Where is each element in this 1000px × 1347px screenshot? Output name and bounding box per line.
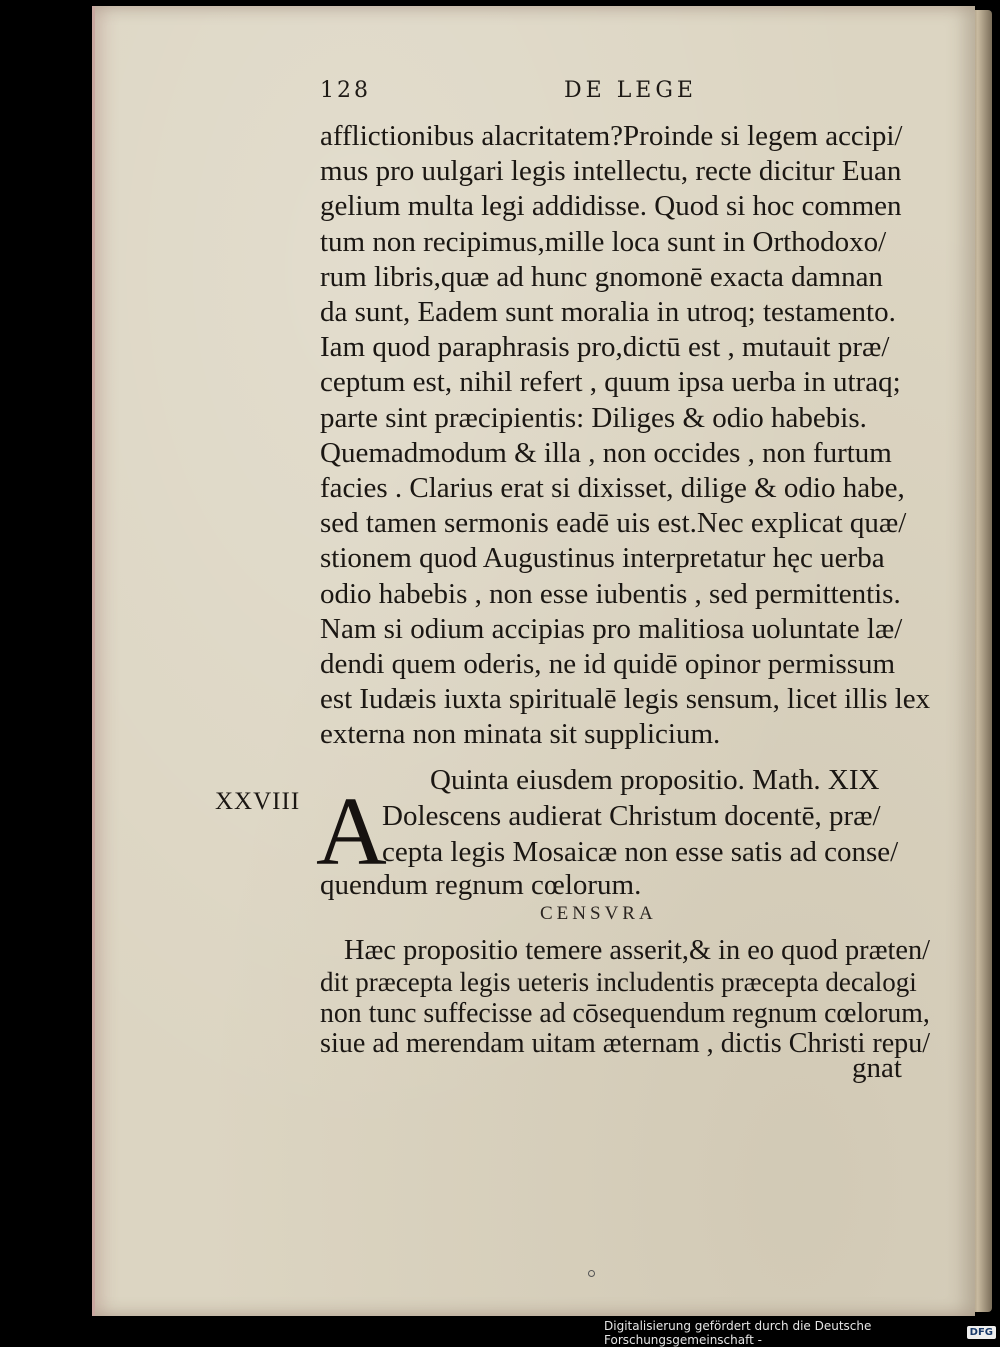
text-line: Quemadmodum & illa , non occides , non furtum bbox=[320, 436, 892, 469]
proposition-line: quendum regnum cœlorum. bbox=[320, 869, 642, 901]
proposition-heading: Quinta eiusdem propositio. Math. XIX bbox=[430, 764, 880, 796]
text-line: mus pro uulgari legis intellectu, recte dicitur Euan bbox=[320, 155, 902, 188]
proposition-line: Dolescens audierat Christum docentē, præ/ bbox=[382, 800, 881, 832]
censura-line: dit præcepta legis ueteris includentis præcepta decalogi bbox=[320, 967, 917, 997]
text-line: externa non minata sit supplicium. bbox=[320, 718, 721, 751]
proposition-line: cepta legis Mosaicæ non esse satis ad conse/ bbox=[382, 836, 899, 868]
text-line: tum non recipimus,mille loca sunt in Orthodoxo/ bbox=[320, 225, 887, 258]
footer-bar bbox=[604, 1318, 1000, 1347]
censura-line: Hæc propositio temere asserit,& in eo quod præten/ bbox=[344, 934, 931, 966]
text-line: sed tamen sermonis eadē uis est.Nec explicat quæ/ bbox=[320, 507, 907, 540]
text-line: da sunt, Eadem sunt moralia in utroq; testamento. bbox=[320, 296, 896, 328]
page-mark bbox=[588, 1270, 595, 1277]
page-number: 128 bbox=[320, 78, 371, 103]
text-line: dendi quem oderis, ne id quidē opinor permissum bbox=[320, 648, 896, 680]
running-title: DE LEGE bbox=[564, 78, 697, 103]
drop-cap: A bbox=[316, 778, 387, 886]
censura-line: non tunc suffecisse ad cōsequendum regnum cœlorum, bbox=[320, 997, 930, 1029]
text-line: odio habebis , non esse iubentis , sed permittentis. bbox=[320, 577, 901, 610]
text-line: facies . Clarius erat si dixisset, dilige & odio habe, bbox=[320, 472, 905, 504]
text-line: gelium multa legi addidisse. Quod si hoc commen bbox=[320, 190, 902, 223]
text-line: rum libris,quæ ad hunc gnomonē exacta damnan bbox=[320, 260, 883, 293]
running-head bbox=[320, 78, 940, 114]
text-line: stionem quod Augustinus interpretatur hęc uerba bbox=[320, 542, 885, 575]
censura-heading: CENSVRA bbox=[540, 903, 657, 924]
text-line: Iam quod paraphrasis pro,dictū est , mutauit præ/ bbox=[320, 331, 890, 364]
catchword: gnat bbox=[852, 1052, 902, 1084]
text-line: Nam si odium accipias pro malitiosa uoluntate læ/ bbox=[320, 612, 903, 645]
censura-line: siue ad merendam uitam æternam , dictis Christi repu/ bbox=[320, 1027, 931, 1059]
text-line: ceptum est, nihil refert , quum ipsa uerba in utraq; bbox=[320, 366, 901, 399]
text-line: afflictionibus alacritatem?Proinde si legem accipi/ bbox=[320, 120, 903, 152]
dfg-logo: DFG bbox=[967, 1326, 996, 1339]
text-line: est Iudæis iuxta spiritualē legis sensum, licet illis lex bbox=[320, 683, 931, 716]
text-line: parte sint præcipientis: Diliges & odio habebis. bbox=[320, 401, 867, 434]
margin-number: XXVIII bbox=[215, 788, 301, 815]
footer-text: Digitalisierung gefördert durch die Deutsche Forschungsgemeinschaft - bbox=[604, 1318, 872, 1347]
